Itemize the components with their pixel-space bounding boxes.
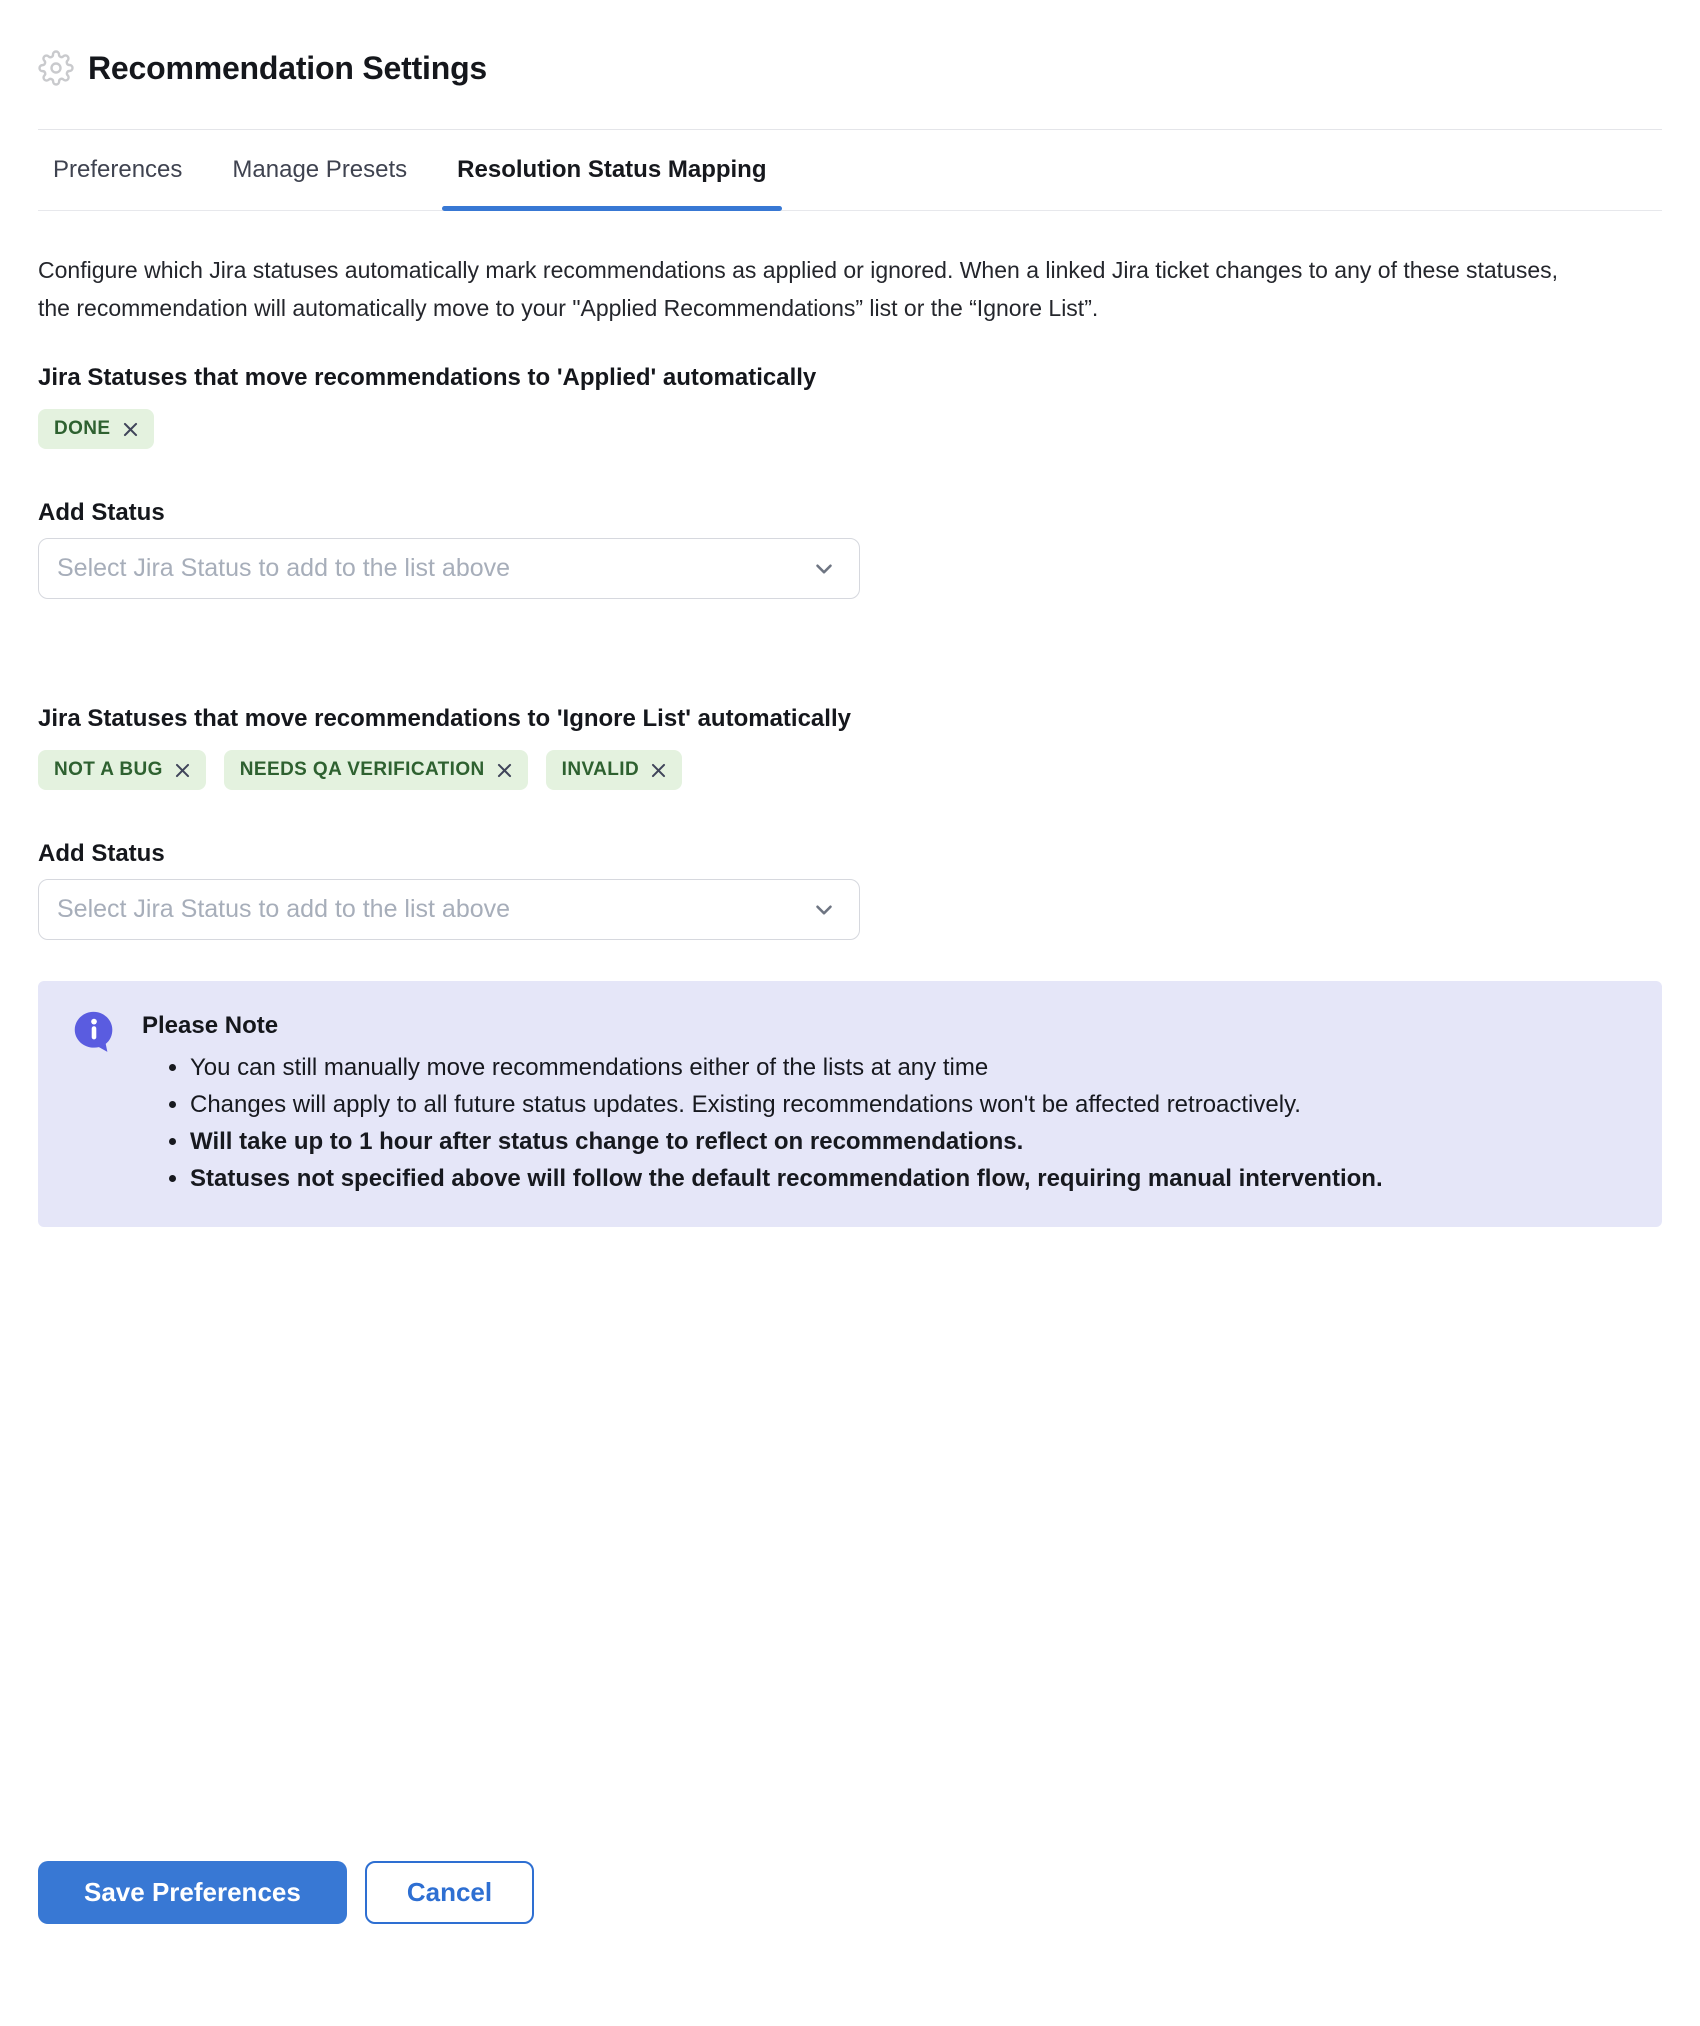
chevron-down-icon: [811, 556, 837, 582]
status-chip-not-a-bug: [38, 750, 206, 790]
page-title: Recommendation Settings: [88, 49, 488, 86]
add-status-label: Add Status: [38, 840, 165, 867]
action-buttons: [38, 1861, 1662, 1924]
ignore-status-chips: [38, 750, 1662, 790]
note-item: • Changes will apply to all future status updates. Existing recommendations won't be affected retroactively.: [190, 1086, 1383, 1123]
chevron-down-icon: [811, 897, 837, 923]
chip-label: NEEDS QA VERIFICATION: [239, 759, 485, 780]
note-box: [38, 981, 1662, 1227]
status-chip-done: [38, 409, 154, 449]
save-preferences-button[interactable]: Save Preferences: [38, 1861, 347, 1924]
close-icon[interactable]: [649, 761, 668, 780]
tab-resolution-status-mapping[interactable]: Resolution Status Mapping: [442, 130, 781, 210]
info-icon: [72, 1009, 116, 1053]
note-title: Please Note: [142, 1012, 279, 1039]
note-list: [142, 1049, 1383, 1197]
description-text: Configure which Jira statuses automatically mark recommendations as applied or ignored. When a linked Jira ticket changes to any of these statuses, the recommendation will automatically move to your "Applied Recommendations” list or the “Ignore List”.: [38, 257, 1559, 321]
close-icon[interactable]: [121, 420, 140, 439]
select-placeholder: Select Jira Status to add to the list above: [57, 895, 511, 923]
close-icon[interactable]: [173, 761, 192, 780]
select-placeholder: Select Jira Status to add to the list above: [57, 554, 511, 582]
recommendation-settings-page: [0, 44, 1700, 1924]
chip-label: DONE: [54, 418, 111, 439]
page-header: [38, 44, 1662, 92]
add-status-label: Add Status: [38, 499, 165, 526]
tab-manage-presets[interactable]: Manage Presets: [232, 156, 408, 183]
close-icon[interactable]: [495, 761, 514, 780]
cancel-button[interactable]: Cancel: [365, 1861, 534, 1924]
applied-status-chips: [38, 409, 1662, 449]
applied-status-select[interactable]: [38, 538, 860, 599]
chip-label: INVALID: [561, 759, 640, 780]
note-item: • You can still manually move recommendations either of the lists at any time: [190, 1049, 1383, 1086]
ignore-status-select[interactable]: [38, 879, 860, 940]
applied-section-heading: Jira Statuses that move recommendations to 'Applied' automatically: [38, 364, 817, 391]
status-chip-needs-qa-verification: [224, 750, 528, 790]
ignore-section-heading: Jira Statuses that move recommendations to 'Ignore List' automatically: [38, 705, 851, 732]
tab-bar: [38, 130, 1662, 211]
tab-preferences[interactable]: Preferences: [53, 156, 183, 183]
note-item: • Statuses not specified above will follow the default recommendation flow, requiring manual intervention.: [190, 1160, 1383, 1197]
note-item: • Will take up to 1 hour after status change to reflect on recommendations.: [190, 1123, 1383, 1160]
note-content: [142, 1011, 1383, 1197]
chip-label: NOT A BUG: [54, 759, 163, 780]
gear-icon: [38, 50, 74, 86]
status-chip-invalid: [546, 750, 682, 790]
